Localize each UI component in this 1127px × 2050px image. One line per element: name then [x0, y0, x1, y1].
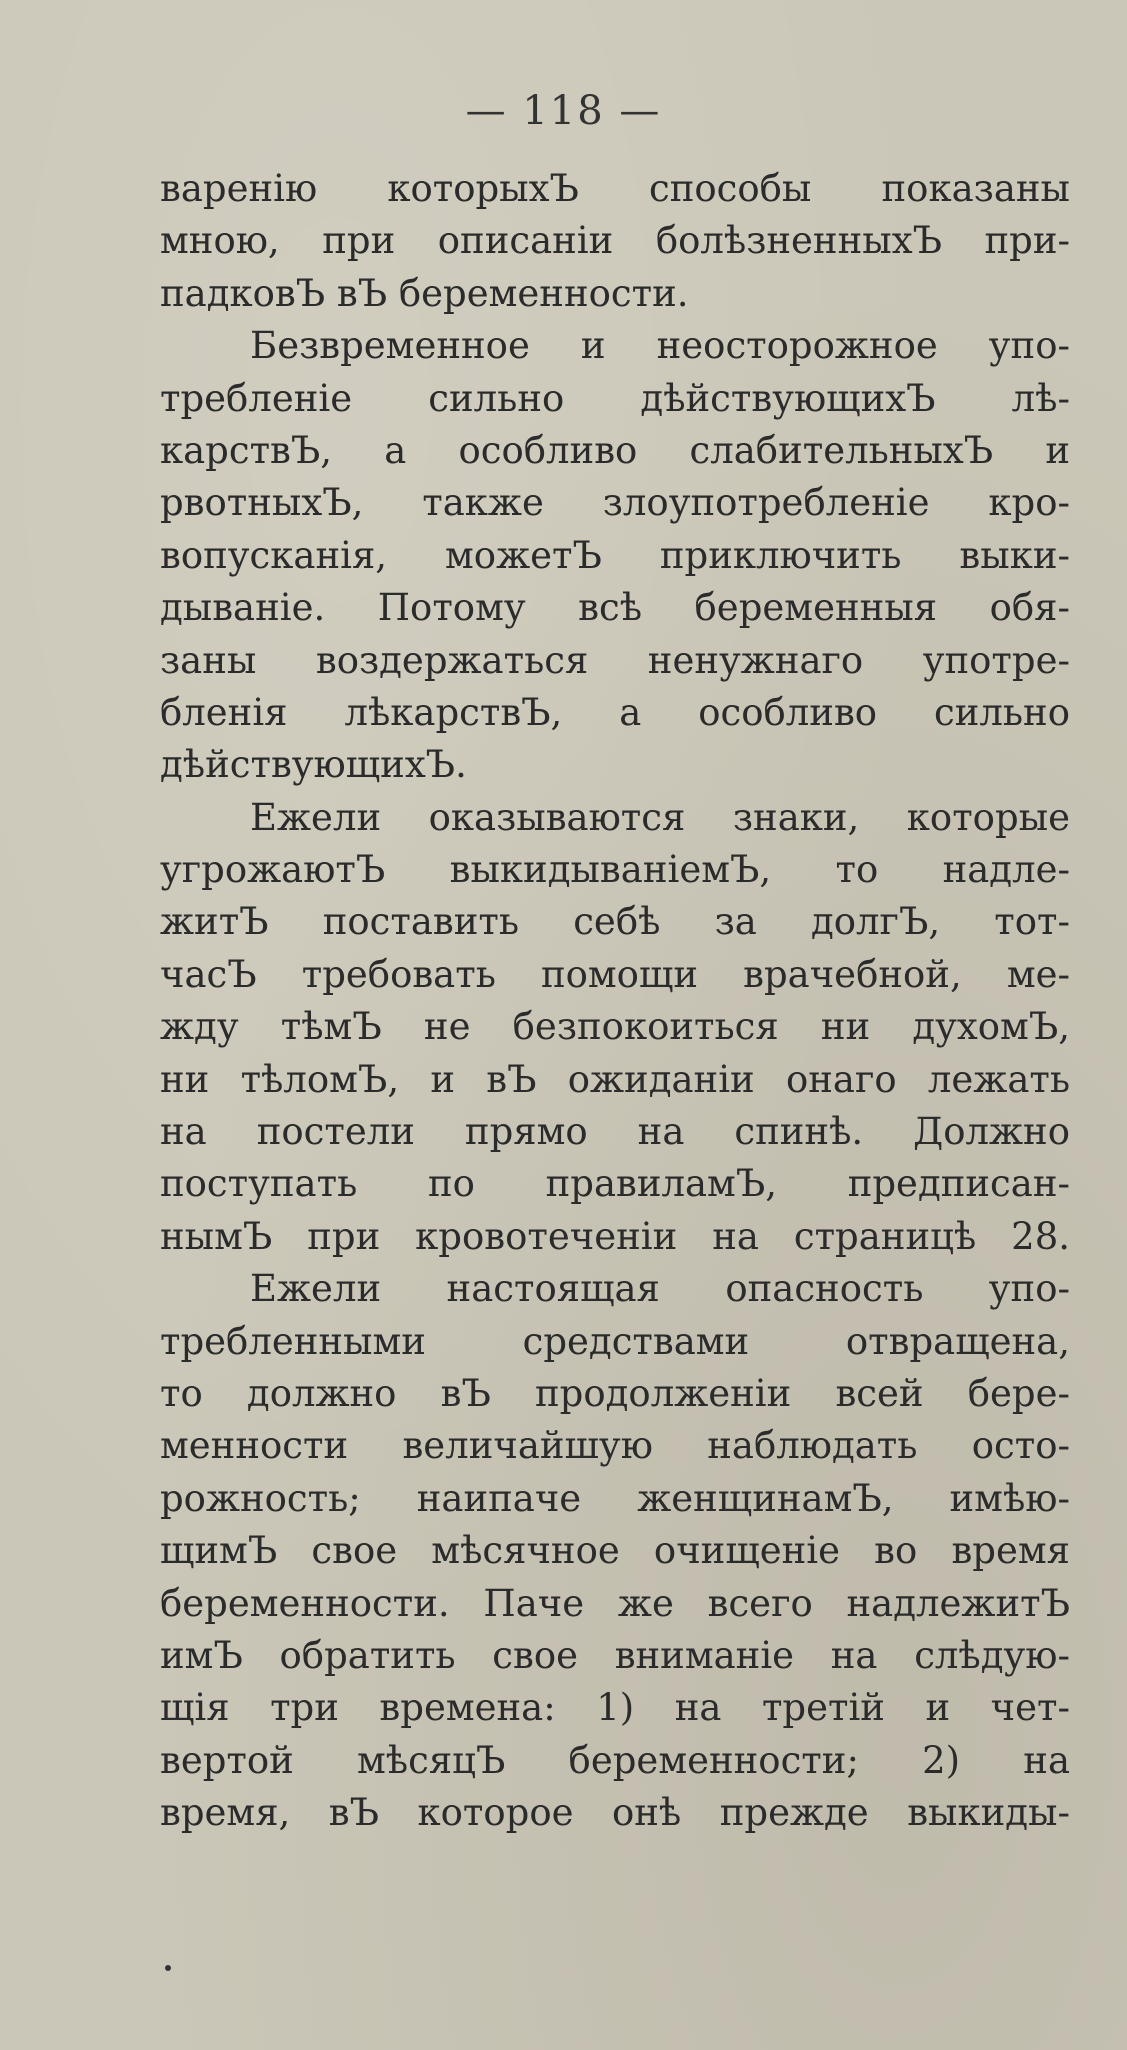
text-line: то должно вЪ продолженіи всей бере- [160, 1371, 1070, 1415]
text-line: вопусканія, можетЪ приключить выки- [160, 533, 1070, 577]
text-line: щія три времена: 1) на третій и чет- [160, 1686, 1070, 1730]
text-line: поступать по правиламЪ, предписан- [160, 1162, 1070, 1206]
text-line: нымЪ при кровотеченіи на страницѣ 28. [160, 1214, 1070, 1258]
text-line: мною, при описаніи болѣзненныхЪ при- [160, 219, 1070, 263]
text-line: варенію которыхЪ способы показаны [160, 167, 1070, 210]
text-line: менности величайшую наблюдать осто- [160, 1424, 1070, 1468]
text-line: требленными средствами отвращена, [160, 1319, 1070, 1363]
text-line: карствЪ, а особливо слабительныхЪ и [160, 428, 1070, 472]
text-line: часЪ требовать помощи врачебной, ме- [160, 952, 1070, 996]
text-line: ни тѣломЪ, и вЪ ожиданіи онаго лежать [160, 1057, 1070, 1101]
text-line: жду тѣмЪ не безпокоиться ни духомЪ, [160, 1005, 1070, 1049]
text-line: требленіе сильно дѣйствующихЪ лѣ- [160, 376, 1070, 420]
text-line: беременности. Паче же всего надлежитЪ [160, 1581, 1070, 1625]
paragraph-start-line: Ежели оказываются знаки, которые [250, 795, 1070, 839]
text-line: вертой мѣсяцЪ беременности; 2) на [160, 1738, 1070, 1782]
text-line: угрожаютЪ выкидываніемЪ, то надле- [160, 848, 1070, 892]
text-line: бленія лѣкарствЪ, а особливо сильно [160, 690, 1070, 734]
text-line: житЪ поставить себѣ за долгЪ, тот- [160, 900, 1070, 944]
text-line: заны воздержаться ненужнаго употре- [160, 638, 1070, 682]
text-line: дѣйствующихЪ. [160, 743, 467, 787]
paragraph-start-line: Ежели настоящая опасность упо- [250, 1267, 1070, 1311]
page-number: — 118 — [465, 88, 662, 134]
ink-speck [165, 1965, 171, 1971]
text-line: щимЪ свое мѣсячное очищеніе во время [160, 1529, 1070, 1573]
text-line: на постели прямо на спинѣ. Должно [160, 1110, 1070, 1154]
text-line: рвотныхЪ, также злоупотребленіе кро- [160, 481, 1070, 525]
text-line: имЪ обратить свое вниманіе на слѣдую- [160, 1633, 1070, 1677]
paragraph-start-line: Безвременное и неосторожное упо- [250, 324, 1070, 368]
text-line: рожность; наипаче женщинамЪ, имѣю- [160, 1476, 1070, 1520]
text-line: время, вЪ которое онѣ прежде выкиды- [160, 1791, 1070, 1835]
text-line: дываніе. Потому всѣ беременныя обя- [160, 586, 1070, 630]
text-line: падковЪ вЪ беременности. [160, 271, 689, 315]
body-text [160, 163, 1070, 1840]
